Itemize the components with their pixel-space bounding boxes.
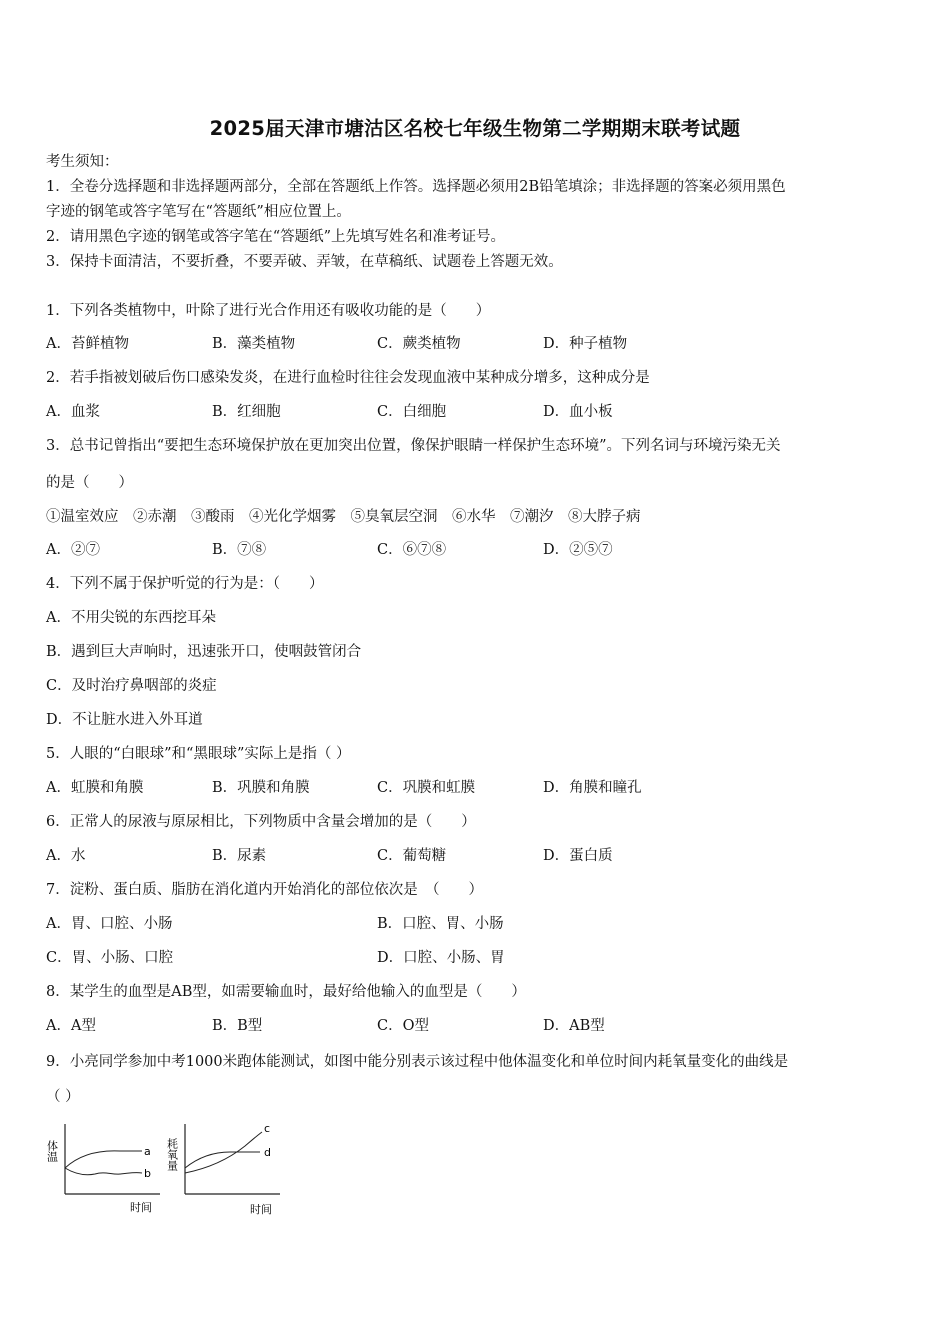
curve-a-label: a [144, 1145, 151, 1158]
option-6b: B．尿素 [212, 848, 267, 864]
right-xlabel: 时间 [250, 1203, 272, 1216]
curve-a [65, 1151, 142, 1168]
option-3d: D．②⑤⑦ [543, 542, 613, 558]
right-ylabel: 耗氧量 [165, 1138, 179, 1171]
option-2a: A．血浆 [46, 404, 100, 420]
option-8c: C．O型 [377, 1018, 429, 1034]
left-xlabel: 时间 [130, 1201, 152, 1214]
option-7d: D．口腔、小肠、胃 [377, 950, 505, 966]
curve-c-label: c [264, 1122, 271, 1135]
option-3a: A．②⑦ [46, 542, 100, 558]
option-5c: C．巩膜和虹膜 [377, 780, 476, 796]
graphs-figure [40, 1118, 290, 1218]
curve-b [65, 1168, 142, 1175]
right-graph [166, 1122, 281, 1216]
question-6: 6．正常人的尿液与原尿相比，下列物质中含量会增加的是（ ） [46, 814, 476, 830]
option-8d: D．AB型 [543, 1018, 605, 1034]
question-1: 1．下列各类植物中，叶除了进行光合作用还有吸收功能的是（ ） [46, 303, 491, 319]
option-4d: D．不让脏水进入外耳道 [46, 712, 203, 728]
option-8a: A．A型 [46, 1018, 96, 1034]
question-9-cont: （ ） [46, 1089, 80, 1105]
notice-item: 1．全卷分选择题和非选择题两部分，全部在答题纸上作答。选择题必须用2B铅笔填涂；非选择题的答案必须用黑色 [46, 179, 786, 195]
question-4: 4．下列不属于保护听觉的行为是：（ ） [46, 576, 324, 592]
option-1d: D．种子植物 [543, 336, 628, 352]
option-4b: B．遇到巨大声响时，迅速张开口，使咽鼓管闭合 [46, 644, 362, 660]
option-5a: A．虹膜和角膜 [46, 780, 144, 796]
option-2c: C．白细胞 [377, 404, 447, 420]
option-6c: C．葡萄糖 [377, 848, 447, 864]
question-9: 9．小亮同学参加中考1000米跑体能测试，如图中能分别表示该过程中他体温变化和单位时间内耗氧量变化的曲线是 [46, 1054, 789, 1070]
curve-b-label: b [144, 1167, 151, 1180]
option-7c: C．胃、小肠、口腔 [46, 950, 174, 966]
option-2d: D．血小板 [543, 404, 613, 420]
option-5d: D．角膜和瞳孔 [543, 780, 642, 796]
option-5b: B．巩膜和角膜 [212, 780, 310, 796]
page-title: 2025届天津市塘沽区名校七年级生物第二学期期末联考试题 [209, 117, 741, 140]
option-1b: B．藻类植物 [212, 336, 296, 352]
option-3c: C．⑥⑦⑧ [377, 542, 447, 558]
option-3b: B．⑦⑧ [212, 542, 267, 558]
question-7: 7．淀粉、蛋白质、脂肪在消化道内开始消化的部位依次是 （ ） [46, 882, 483, 898]
question-3: 3．总书记曾指出“要把生态环境保护放在更加突出位置，像保护眼睛一样保护生态环境”。下列名词与环境污染无关 [46, 438, 781, 454]
notice-item: 字迹的钢笔或答字笔写在“答题纸”相应位置上。 [46, 204, 351, 220]
question-3-list: ①温室效应 ②赤潮 ③酸雨 ④光化学烟雾 ⑤臭氧层空洞 ⑥水华 ⑦潮汐 ⑧大脖子病 [46, 509, 641, 525]
notice-item: 2．请用黑色字迹的钢笔或答字笔在“答题纸”上先填写姓名和准考证号。 [46, 229, 506, 245]
question-8: 8．某学生的血型是AB型，如需要输血时，最好给他输入的血型是（ ） [46, 984, 526, 1000]
left-ylabel: 体温 [45, 1140, 59, 1162]
option-4a: A．不用尖锐的东西挖耳朵 [46, 610, 216, 626]
question-3-cont: 的是（ ） [46, 475, 133, 491]
curve-d-label: d [264, 1146, 271, 1159]
question-2: 2．若手指被划破后伤口感染发炎，在进行血检时往往会发现血液中某种成分增多，这种成分是 [46, 370, 650, 386]
option-4c: C．及时治疗鼻咽部的炎症 [46, 678, 217, 694]
notice-item: 3．保持卡面清洁，不要折叠，不要弄破、弄皱，在草稿纸、试题卷上答题无效。 [46, 254, 563, 270]
option-1c: C．蕨类植物 [377, 336, 461, 352]
left-graph [46, 1124, 161, 1214]
option-6a: A．水 [46, 848, 86, 864]
option-7b: B．口腔、胃、小肠 [377, 916, 504, 932]
option-7a: A．胃、口腔、小肠 [46, 916, 173, 932]
option-8b: B．B型 [212, 1018, 263, 1034]
notice-heading: 考生须知： [46, 154, 119, 170]
option-1a: A．苔鲜植物 [46, 336, 129, 352]
question-5: 5．人眼的“白眼球”和“黑眼球”实际上是指（ ） [46, 746, 351, 762]
option-6d: D．蛋白质 [543, 848, 613, 864]
option-2b: B．红细胞 [212, 404, 281, 420]
